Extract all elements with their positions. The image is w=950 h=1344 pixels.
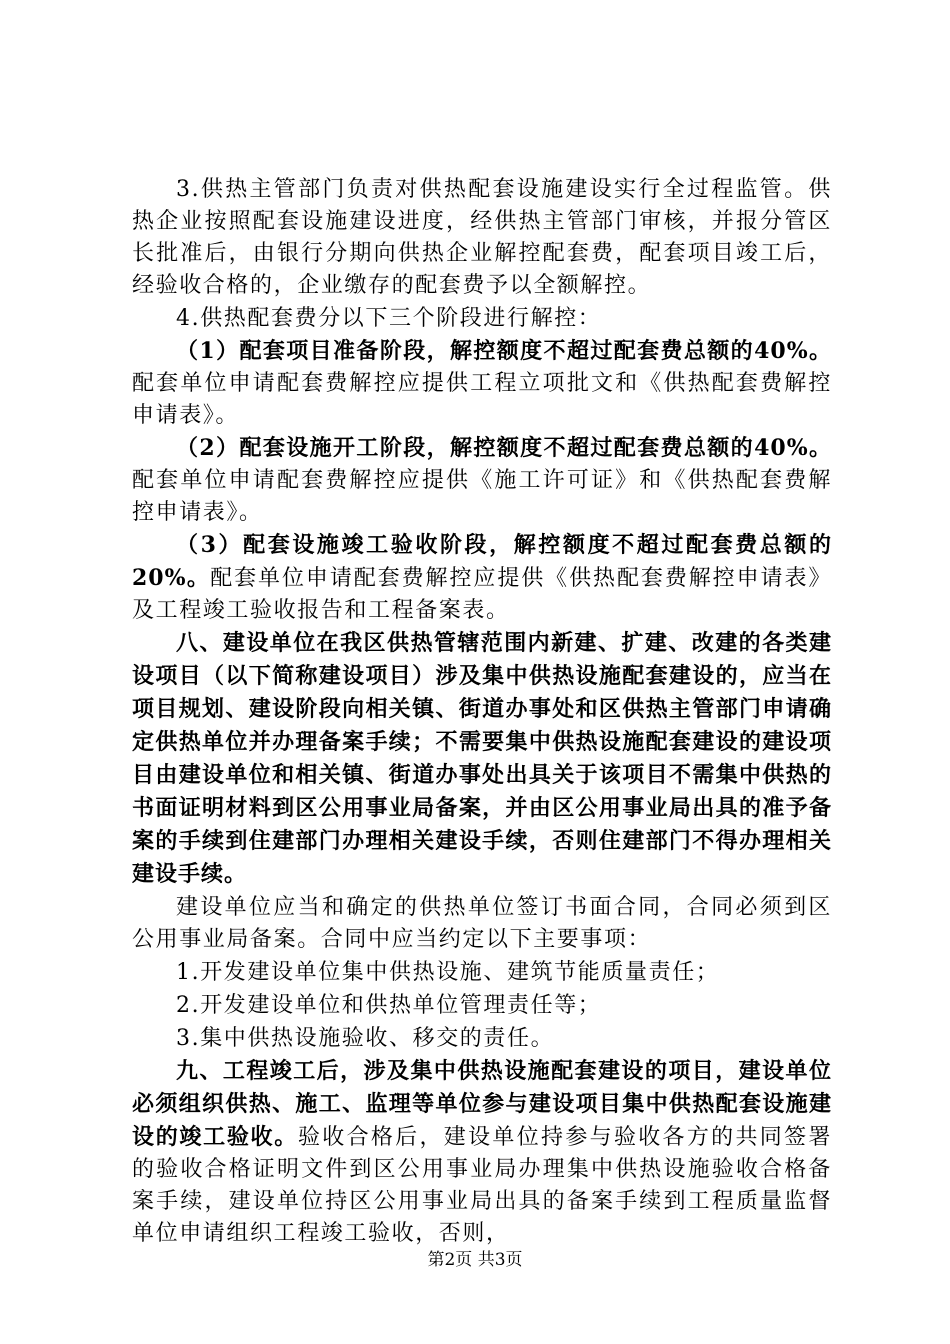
paragraph-text: 1.开发建设单位集中供热设施、建筑节能质量责任； — [176, 960, 720, 985]
paragraph-bold: （3）配套设施竣工验收阶段，解控额度不超过配套费总额的20%。 — [132, 532, 832, 591]
paragraph-3-supervision — [132, 173, 832, 302]
paragraph-contract — [132, 891, 832, 956]
paragraph-text: 验收合格后，建设单位持参与验收各方的共同签署的验收合格证明文件到区公用事业局办理集中供热设施验收合格备案手续，建设单位持区公用事业局出具的备案手续到工程质量监督单位申请组织工程竣工验收，否则， — [132, 1125, 832, 1246]
paragraph-text: 配套单位申请配套费解控应提供《供热配套费解控申请表》及工程竣工验收报告和工程备案表。 — [132, 566, 832, 623]
paragraph-text: 4.供热配套费分以下三个阶段进行解控： — [176, 306, 602, 331]
paragraph-item-2 — [132, 989, 832, 1022]
paragraph-section-8 — [132, 627, 832, 891]
paragraph-text: 建设单位应当和确定的供热单位签订书面合同，合同必须到区公用事业局备案。合同中应当约定以下主要事项： — [132, 895, 832, 952]
paragraph-section-9 — [132, 1055, 832, 1250]
paragraph-item-3 — [132, 1022, 832, 1055]
paragraph-bold: （2）配套设施开工阶段，解控额度不超过配套费总额的40%。 — [176, 435, 832, 461]
paragraph-text: 配套单位申请配套费解控应提供工程立项批文和《供热配套费解控申请表》。 — [132, 371, 832, 428]
document-body — [132, 173, 832, 1250]
page-number-footer: 第2页 共3页 — [427, 1250, 523, 1270]
paragraph-item-1 — [132, 956, 832, 989]
paragraph-text: 配套单位申请配套费解控应提供《施工许可证》和《供热配套费解控申请表》。 — [132, 468, 832, 525]
paragraph-bold: 八、建设单位在我区供热管辖范围内新建、扩建、改建的各类建设项目（以下简称建设项目）涉及集中供热设施配套建设的，应当在项目规划、建设阶段向相关镇、街道办事处和区供热主管部门申请确定供热单位并办理备案手续；不需要集中供热设施配套建设的建设项目由建设单位和相关镇、街道办事处出具关于该项目不需集中供热的书面证明材料到区公用事业局备案，并由区公用事业局出具的准予备案的手续到住建部门办理相关建设手续，否则住建部门不得办理相关建设手续。 — [132, 630, 832, 887]
paragraph-stage-2 — [132, 432, 832, 529]
paragraph-bold: （1）配套项目准备阶段，解控额度不超过配套费总额的40%。 — [176, 338, 832, 364]
paragraph-text: 2.开发建设单位和供热单位管理责任等； — [176, 993, 602, 1018]
paragraph-stage-1 — [132, 335, 832, 432]
paragraph-text: 3.集中供热设施验收、移交的责任。 — [176, 1026, 555, 1051]
paragraph-text: 3.供热主管部门负责对供热配套设施建设实行全过程监管。供热企业按照配套设施建设进度，经供热主管部门审核，并报分管区长批准后，由银行分期向供热企业解控配套费，配套项目竣工后，经验收合格的，企业缴存的配套费予以全额解控。 — [132, 177, 832, 298]
paragraph-4-stages — [132, 302, 832, 335]
paragraph-stage-3 — [132, 529, 832, 627]
paragraph-bold: 九、工程竣工后，涉及集中供热设施配套建设的项目，建设单位必须组织供热、施工、监理等单位参与建设项目集中供热配套设施建设的竣工验收。 — [132, 1058, 832, 1150]
